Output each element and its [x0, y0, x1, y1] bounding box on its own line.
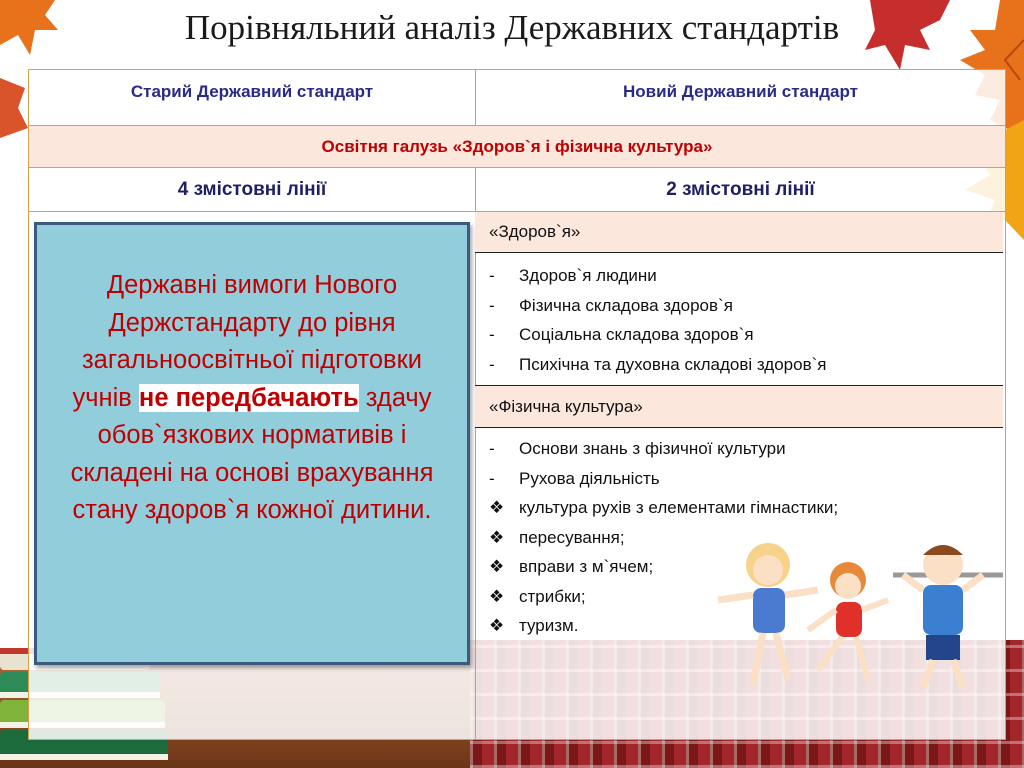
- list-item: [489, 261, 1003, 291]
- callout-emphasis: не передбачають: [138, 383, 359, 412]
- list-item: [489, 493, 1003, 523]
- dash-bullet-icon: -: [489, 266, 495, 285]
- diamond-bullet-icon: ❖: [489, 586, 505, 606]
- health-title-text: «Здоров`я»: [489, 222, 581, 241]
- list-item: [489, 434, 1003, 464]
- page-title: Порівняльний аналіз Державних стандартів: [184, 8, 840, 47]
- callout-box: [34, 222, 470, 665]
- pe-title-text: «Фізична культура»: [489, 397, 643, 416]
- list-item-text: пересування;: [519, 527, 625, 547]
- list-item-text: Соціальна складова здоров`я: [519, 325, 754, 344]
- autumn-leaf-icon: [0, 78, 30, 138]
- diamond-bullet-icon: ❖: [489, 616, 505, 635]
- list-item-text: Здоров`я людини: [519, 266, 657, 285]
- list-item-text: туризм.: [519, 616, 579, 635]
- callout-text-after: здачу обов`язкових нормативів і складені на основі врахування стану здоров`я кожної дитини.: [70, 383, 434, 524]
- list-item: [489, 320, 1003, 350]
- diamond-bullet-icon: ❖: [489, 498, 505, 517]
- callout-text-before: Державні вимоги Нового Держстандарту до рівня загальноосвітньої підготовки учнів: [72, 271, 422, 412]
- diamond-bullet-icon: ❖: [489, 557, 505, 576]
- list-item-text: Основи знань з фізичної культури: [519, 439, 786, 458]
- list-item: [489, 291, 1003, 321]
- pe-section-title: [475, 385, 1003, 427]
- dash-bullet-icon: -: [489, 439, 495, 458]
- old-content-lines: 4 змістовні лінії: [177, 179, 327, 200]
- dash-bullet-icon: -: [489, 354, 495, 374]
- list-item-text: вправи з м`ячем;: [519, 557, 654, 576]
- dash-bullet-icon: -: [489, 295, 495, 315]
- list-item: [489, 350, 1003, 380]
- subject-area-row: Освітня галузь «Здоров`я і фізична культура»: [29, 126, 1005, 167]
- new-content-lines: 2 змістовні лінії: [666, 179, 815, 200]
- list-item: [489, 464, 1003, 494]
- health-section-list: [475, 252, 1003, 385]
- list-item-text: Фізична складова здоров`я: [519, 295, 733, 315]
- list-item-text: Психічна та духовна складові здоров`я: [519, 354, 827, 374]
- diamond-bullet-icon: ❖: [489, 527, 505, 547]
- callout-text: [51, 267, 453, 530]
- dash-bullet-icon: -: [489, 325, 495, 344]
- dash-bullet-icon: -: [489, 468, 495, 488]
- list-item-text: стрибки;: [519, 586, 586, 606]
- health-section-title: [475, 212, 1003, 252]
- old-standard-header: Старий Державний стандарт: [130, 82, 374, 101]
- list-item-text: культура рухів з елементами гімнастики;: [519, 498, 839, 517]
- list-item-text: Рухова діяльність: [519, 468, 660, 488]
- kids-exercising-icon: [708, 520, 1008, 695]
- new-standard-header: Новий Державний стандарт: [623, 82, 858, 101]
